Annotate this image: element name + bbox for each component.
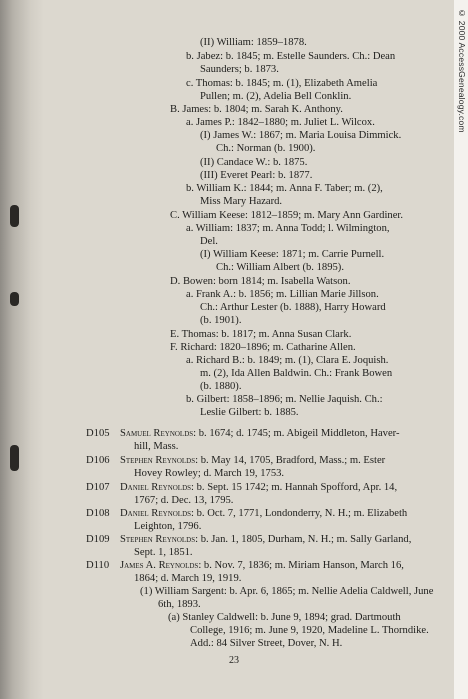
text-line: D. Bowen: born 1814; m. Isabella Watson.: [170, 276, 351, 287]
person-name: Daniel Reynolds: [120, 482, 192, 493]
entry-details: : b. 1674; d. 1745; m. Abigeil Middleton, Haver-: [193, 428, 400, 439]
entry-details: : b. Sept. 15 1742; m. Hannah Spofford, Apr. 14,: [191, 482, 398, 493]
person-name: Samuel Reynolds: [120, 428, 194, 439]
text-line: b. Gilbert: 1858–1896; m. Nellie Jaquish. Ch.:: [186, 394, 383, 405]
entry-details: : b. Jan. 1, 1805, Durham, N. H.; m. Sally Garland,: [195, 534, 412, 545]
entry-continuation: hill, Mass.: [134, 441, 179, 452]
text-line: (II) Candace W.: b. 1875.: [200, 157, 308, 168]
page-number: 23: [229, 655, 239, 666]
entry-details: : b. Oct. 7, 1771, Londonderry, N. H.; m. Elizabeth: [191, 508, 408, 519]
text-line: a. Frank A.: b. 1856; m. Lillian Marie Jillson.: [186, 289, 379, 300]
text-line: b. Jabez: b. 1845; m. Estelle Saunders. Ch.: Dean: [186, 51, 396, 62]
text-line: (III) Everet Pearl: b. 1877.: [200, 170, 313, 181]
text-line: B. James: b. 1804; m. Sarah K. Anthony.: [170, 104, 343, 115]
person-name: Stephen Reynolds: [120, 455, 196, 466]
text-line: Ch.: Arthur Lester (b. 1888), Harry Howard: [200, 302, 386, 313]
entry-line: [120, 427, 400, 440]
text-line: (I) William Keese: 1871; m. Carrie Purnell.: [200, 249, 385, 260]
entry-continuation: Sept. 1, 1851.: [134, 547, 193, 558]
text-line: b. William K.: 1844; m. Anna F. Taber; m. (2),: [186, 183, 383, 194]
entry-line: [120, 454, 385, 467]
scan-margin: [454, 0, 468, 699]
text-line: (a) Stanley Caldwell: b. June 9, 1894; grad. Dartmouth: [168, 612, 401, 623]
entry-details: : b. Nov. 7, 1836; m. Miriam Hanson, March 16,: [198, 560, 404, 571]
text-line: Ch.: Norman (b. 1900).: [216, 143, 316, 154]
text-line: a. William: 1837; m. Anna Todd; l. Wilmington,: [186, 223, 390, 234]
text-line: a. James P.: 1842–1880; m. Juliet L. Wilcox.: [186, 117, 375, 128]
text-line: Ch.: William Albert (b. 1895).: [216, 262, 344, 273]
text-line: c. Thomas: b. 1845; m. (1), Elizabeth Amelia: [186, 78, 378, 89]
text-line: m. (2), Ida Allen Baldwin. Ch.: Frank Bowen: [200, 368, 393, 379]
entry-line: [120, 507, 407, 520]
entry-reference: D106: [86, 455, 110, 466]
entry-reference: D109: [86, 534, 110, 545]
text-line: (II) William: 1859–1878.: [200, 37, 307, 48]
entry-reference: D110: [86, 560, 110, 571]
text-line: College, 1916; m. June 9, 1920, Madeline L. Thorndike.: [190, 625, 429, 636]
entry-continuation: Hovey Rowley; d. March 19, 1753.: [134, 468, 285, 479]
person-name: Stephen Reynolds: [120, 534, 196, 545]
text-line: C. William Keese: 1812–1859; m. Mary Ann Gardiner.: [170, 210, 403, 221]
text-line: Add.: 84 Silver Street, Dover, N. H.: [190, 638, 343, 649]
entry-reference: D108: [86, 508, 110, 519]
text-line: (b. 1880).: [200, 381, 242, 392]
text-line: (b. 1901).: [200, 315, 242, 326]
text-line: E. Thomas: b. 1817; m. Anna Susan Clark.: [170, 329, 352, 340]
person-name: James A. Reynolds: [120, 560, 199, 571]
entry-reference: D107: [86, 482, 110, 493]
entry-continuation: Leighton, 1796.: [134, 521, 202, 532]
entry-continuation: 1864; d. March 19, 1919.: [134, 573, 242, 584]
text-line: (1) William Sargent: b. Apr. 6, 1865; m. Nellie Adelia Caldwell, June: [140, 586, 434, 597]
entry-reference: D105: [86, 428, 110, 439]
person-name: Daniel Reynolds: [120, 508, 192, 519]
text-line: Del.: [200, 236, 218, 247]
text-line: Pullen; m. (2), Adelia Bell Conklin.: [200, 91, 352, 102]
entry-line: [120, 559, 404, 572]
text-line: a. Richard B.: b. 1849; m. (1), Clara E. Joquish.: [186, 355, 389, 366]
text-line: Miss Mary Hazard.: [200, 196, 283, 207]
text-line: F. Richard: 1820–1896; m. Catharine Allen.: [170, 342, 356, 353]
text-line: 6th, 1893.: [158, 599, 201, 610]
text-line: Saunders; b. 1873.: [200, 64, 279, 75]
binding-hole: [10, 205, 19, 227]
binding-hole: [10, 445, 19, 471]
binding-hole: [10, 292, 19, 306]
entry-details: : b. May 14, 1705, Bradford, Mass.; m. Ester: [195, 455, 386, 466]
binding-edge: [0, 0, 44, 699]
text-line: Leslie Gilbert: b. 1885.: [200, 407, 299, 418]
entry-continuation: 1767; d. Dec. 13, 1795.: [134, 495, 234, 506]
entry-line: [120, 533, 411, 546]
entry-line: [120, 481, 397, 494]
text-line: (I) James W.: 1867; m. Maria Louisa Dimmick.: [200, 130, 402, 141]
copyright-watermark: © 2000 AccessGenealogy.com: [457, 8, 467, 133]
